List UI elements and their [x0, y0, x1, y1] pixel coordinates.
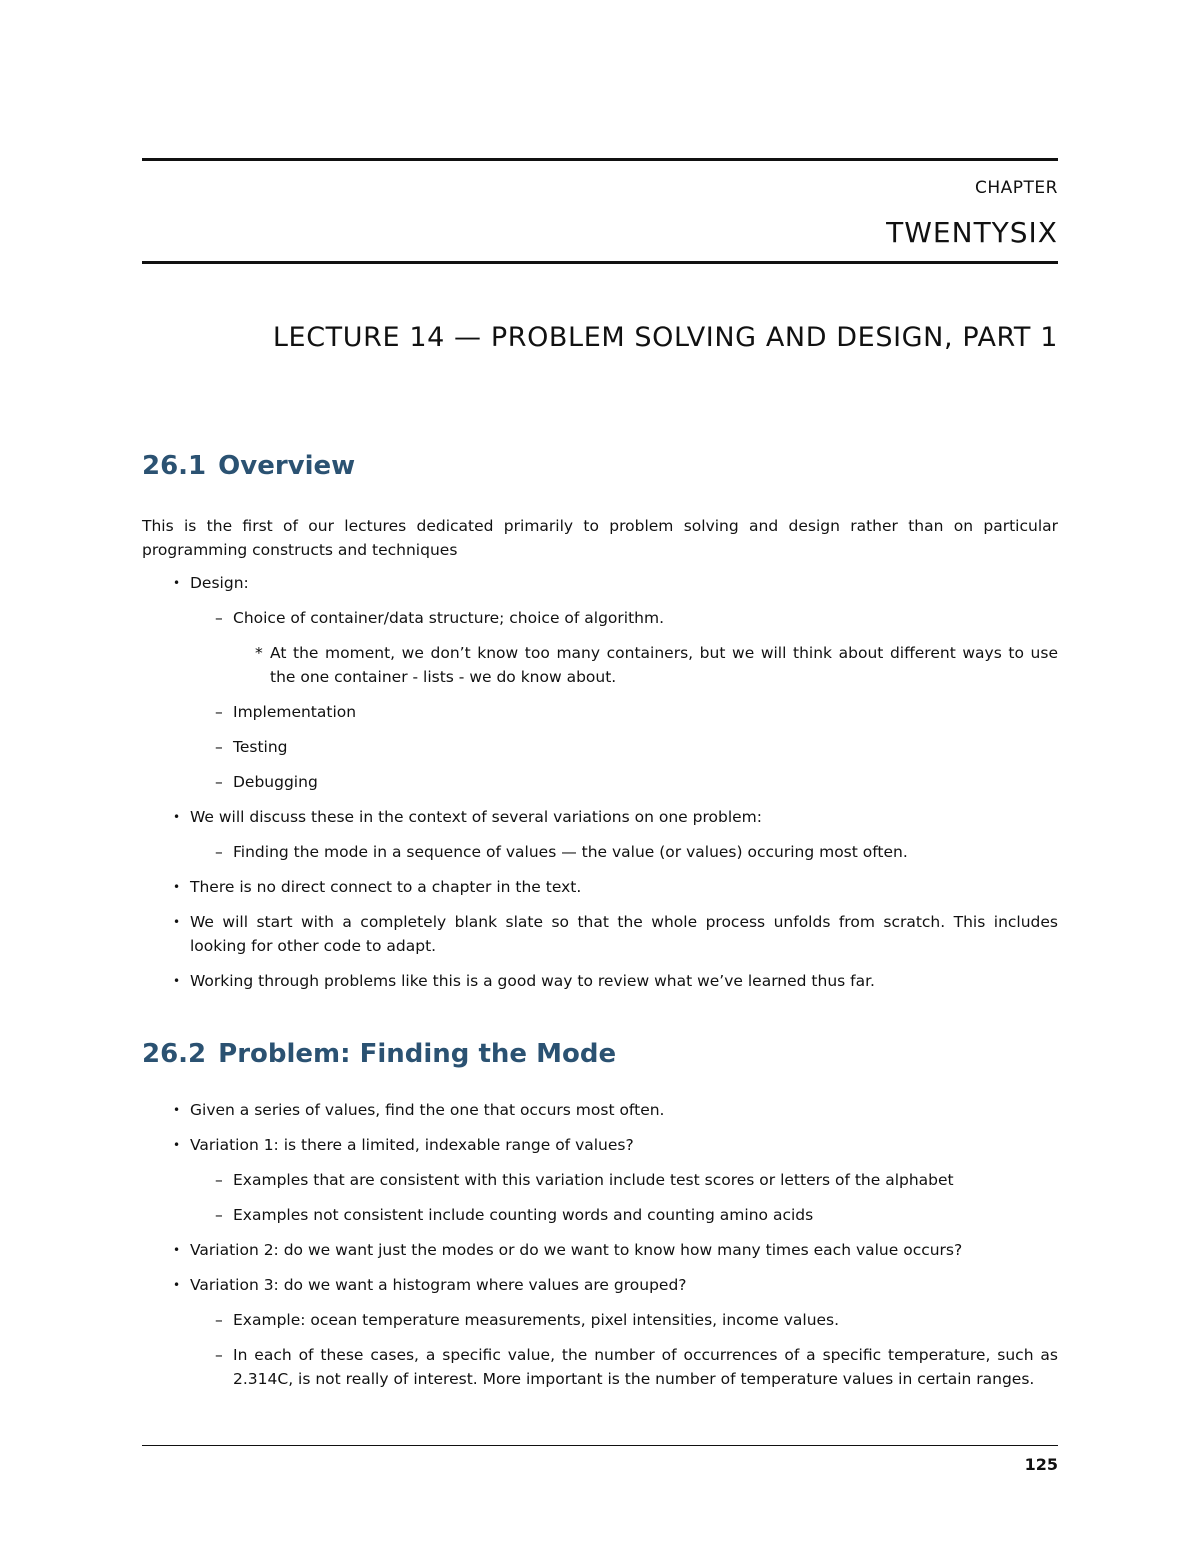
list-item-histogram-example: – Example: ocean temperature measurements, pixel intensities, income values.: [233, 1308, 1058, 1332]
list-item-implementation: – Implementation: [233, 700, 1058, 724]
section-title: Problem: Finding the Mode: [218, 1039, 617, 1069]
list-item-debugging: – Debugging: [233, 770, 1058, 794]
design-sublist: [190, 606, 1058, 794]
list-item-histogram-explanation: – In each of these cases, a specific value, the number of occurrences of a specific temperature, such as 2.314C, is not really of interest. More important is the number of temperature values in certain ranges.: [233, 1343, 1058, 1391]
section-number: 26.1: [142, 451, 207, 481]
variation-3-sublist: [190, 1308, 1058, 1391]
section-finding-mode: [142, 1036, 1058, 1391]
choice-sublist: [233, 641, 1058, 689]
section-overview: [142, 448, 1058, 993]
list-item-consistent-examples: – Examples that are consistent with this variation include test scores or letters of the alphabet: [233, 1168, 1058, 1192]
overview-intro: This is the first of our lectures dedicated primarily to problem solving and design rather than on particular programming constructs and techniques: [142, 517, 1058, 559]
list-item-variation-3: [190, 1273, 1058, 1391]
list-item-variation-2: • Variation 2: do we want just the modes or do we want to know how many times each value occurs?: [190, 1238, 1058, 1262]
list-item-review: • Working through problems like this is a good way to review what we’ve learned thus far.: [190, 969, 1058, 993]
list-item-text: Variation 1: is there a limited, indexable range of values?: [190, 1136, 634, 1154]
chapter-label: CHAPTER: [975, 178, 1058, 198]
chapter-number: TWENTYSIX: [886, 216, 1058, 249]
list-item-containers: * At the moment, we don’t know too many containers, but we will think about different ways to use the one container - lists - we do know about.: [270, 641, 1058, 689]
list-item-text: We will discuss these in the context of several variations on one problem:: [190, 808, 762, 826]
list-item-inconsistent-examples: – Examples not consistent include counting words and counting amino acids: [233, 1203, 1058, 1227]
list-item-variation-1: [190, 1133, 1058, 1227]
list-item-text: Design:: [190, 574, 249, 592]
page-content: [142, 448, 1058, 1402]
list-item-no-connect: • There is no direct connect to a chapter in the text.: [190, 875, 1058, 899]
section-heading-finding-mode: [142, 1036, 1058, 1072]
finding-mode-list: [142, 1098, 1058, 1391]
discuss-sublist: [190, 840, 1058, 864]
footer-rule: [142, 1445, 1058, 1446]
list-item-given: • Given a series of values, find the one that occurs most often.: [190, 1098, 1058, 1122]
list-item-discuss: [190, 805, 1058, 864]
list-item-blank-slate: • We will start with a completely blank slate so that the whole process unfolds from scratch. This includes looking for other code to adapt.: [190, 910, 1058, 958]
overview-list: [142, 571, 1058, 993]
list-item-choice: [233, 606, 1058, 689]
list-item-text: Variation 3: do we want a histogram where values are grouped?: [190, 1276, 687, 1294]
lecture-title: LECTURE 14 — PROBLEM SOLVING AND DESIGN, PART 1: [272, 322, 1058, 353]
top-rule: [142, 158, 1058, 161]
list-item-design: [190, 571, 1058, 794]
middle-rule: [142, 261, 1058, 264]
section-heading-overview: [142, 448, 1058, 484]
variation-1-sublist: [190, 1168, 1058, 1227]
list-item-mode-definition: – Finding the mode in a sequence of values — the value (or values) occuring most often.: [233, 840, 1058, 864]
section-number: 26.2: [142, 1039, 207, 1069]
section-title: Overview: [218, 451, 356, 481]
page-number: 125: [1024, 1455, 1058, 1474]
list-item-text: Choice of container/data structure; choice of algorithm.: [233, 609, 665, 627]
list-item-testing: – Testing: [233, 735, 1058, 759]
